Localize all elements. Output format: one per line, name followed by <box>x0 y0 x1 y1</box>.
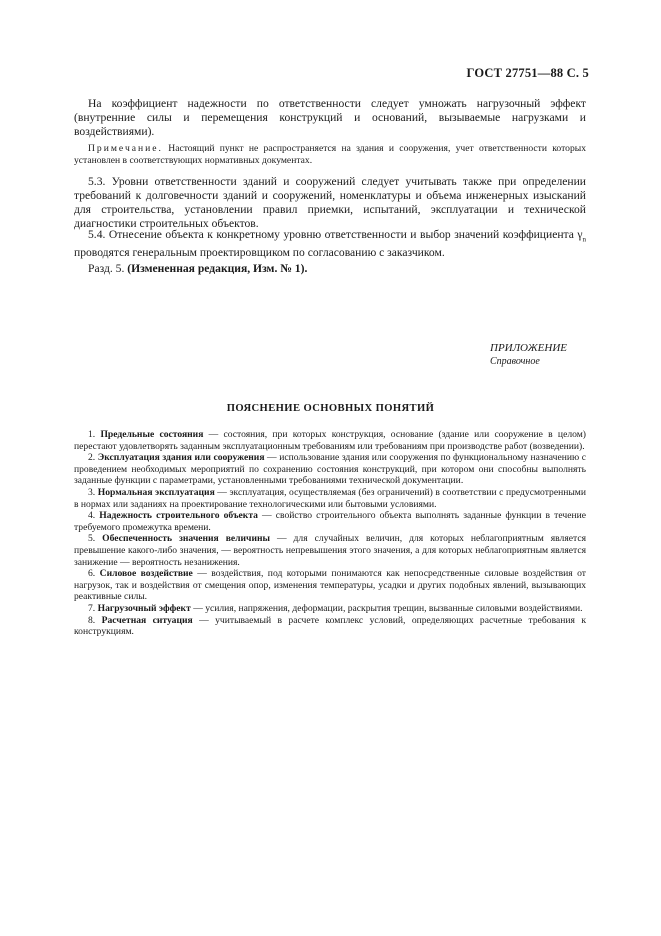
definition-term: Надежность строительного объекта <box>99 510 258 522</box>
note-text: Настоящий пункт не распространяется на здания и сооружения, учет ответственности которых установлен в соответствующих нормативных документах. <box>74 143 586 166</box>
definition-term: Эксплуатация здания или сооружения <box>97 452 265 464</box>
definition-item: 6. Силовое воздействие — воздействия, под которыми понимаются как непосредственные силовые воздействия от нагрузок, так и воздействия от смещения опор, изменения температуры, усадки и других подобных явлений, вызывающих реактивные силы. <box>74 568 586 603</box>
intro-paragraph: На коэффициент надежности по ответственности следует умножать нагрузочный эффект (внутренние силы и перемещения конструкций и оснований, вызываемые нагрузками и воздействиями). <box>74 97 586 138</box>
definitions-list <box>74 429 586 638</box>
definition-term: Силовое воздействие <box>99 568 193 580</box>
definition-item: 2. Эксплуатация здания или сооружения — использование здания или сооружения по функциональному назначению с проведением необходимых мероприятий по сохранению состояния конструкций, при котором они способны выполнять заданные функции с параметрами, установленными требованиями технической документации. <box>74 452 586 487</box>
note-paragraph <box>74 143 586 166</box>
intro-block <box>74 97 586 139</box>
definition-item: 5. Обеспеченность значения величины — для случайных величин, для которых неблагоприятным является превышение какого-либо значения, — вероятность непревышения этого значения, а для которых неблагоприятным является занижение — вероятность незанижения. <box>74 533 586 568</box>
definition-item: 4. Надежность строительного объекта — свойство строительного объекта выполнять заданные функции в течение требуемого промежутка времени. <box>74 510 586 533</box>
razd-note <box>74 262 586 276</box>
section-title: ПОЯСНЕНИЕ ОСНОВНЫХ ПОНЯТИЙ <box>226 403 435 414</box>
note-label: Примечание. <box>88 143 163 154</box>
section-5-3 <box>74 175 586 231</box>
definition-term: Расчетная ситуация <box>101 614 193 626</box>
section-5-3-text: 5.3. Уровни ответственности зданий и сооружений следует учитывать также при определении требований к долговечности зданий и сооружений, номенклатуры и объема инженерных изысканий для строительства, установлении правил приемки, испытаний, эксплуатации и технической диагностики строительных объектов. <box>74 175 586 230</box>
section-5-4-text <box>74 228 586 260</box>
appendix-sublabel: Справочное <box>490 356 540 367</box>
section-5-4-after: проводятся генеральным проектировщиком по согласованию с заказчиком. <box>74 246 445 260</box>
page-header: ГОСТ 27751—88 С. 5 <box>466 66 589 80</box>
definition-term: Нормальная эксплуатация <box>97 486 215 498</box>
razd-prefix: Разд. 5. <box>88 262 125 275</box>
definition-item: 1. Предельные состояния — состояния, при которых конструкция, основание (здание или сооружение в целом) перестают удовлетворять заданным эксплуатационным требованиям или требованиям при производстве работ (возведении). <box>74 429 586 452</box>
definition-term: Нагрузочный эффект <box>97 602 191 614</box>
note-block <box>74 143 586 166</box>
gamma-subscript: n <box>582 235 586 244</box>
definition-item: 8. Расчетная ситуация — учитываемый в расчете комплекс условий, определяющих расчетные требования к конструкциям. <box>74 614 586 638</box>
definition-item: 7. Нагрузочный эффект — усилия, напряжения, деформации, раскрытия трещин, вызванные силовыми воздействиями. <box>88 602 583 614</box>
section-5-4-before: 5.4. Отнесение объекта к конкретному уровню ответственности и выбор значений коэффициента γ <box>88 228 583 241</box>
appendix-label-block <box>490 341 567 369</box>
section-5-4 <box>74 228 586 260</box>
definition-term: Обеспеченность значения величины <box>102 533 271 545</box>
definition-term: Предельные состояния <box>100 429 204 440</box>
appendix-label: ПРИЛОЖЕНИЕ <box>490 342 567 354</box>
razd-bold: (Измененная редакция, Изм. № 1). <box>127 262 308 275</box>
definition-item: 3. Нормальная эксплуатация — эксплуатация, осуществляемая (без ограничений) в соответствии с предусмотренными в нормах или заданиях на проектирование технологическими или бытовыми условиями. <box>74 486 586 510</box>
razd-text <box>74 262 586 276</box>
